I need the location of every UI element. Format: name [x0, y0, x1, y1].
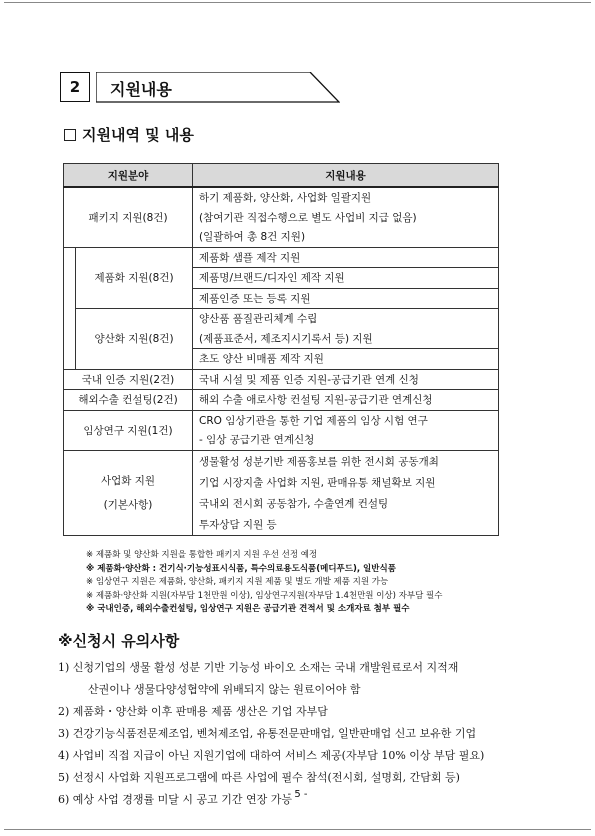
category-cell [64, 450, 193, 535]
content-cell: 제품화 샘플 제작 지원 [193, 247, 499, 268]
category-cell: 임상연구 지원(1건) [64, 410, 193, 450]
category-line: (기본사항) [103, 498, 153, 511]
page-number: - 5 - [287, 789, 308, 800]
indent-cell [64, 247, 76, 369]
content-cell: 하기 제품화, 양산화, 사업화 일괄지원 [193, 187, 499, 208]
table-header-row [64, 164, 499, 188]
content-cell: 제품명/브랜드/디자인 제작 지원 [193, 268, 499, 289]
caution-item: 5) 선정시 사업화 지원프로그램에 따른 사업에 필수 참석(전시회, 설명회, 간담회 등) [58, 771, 460, 784]
content-cell: 투자상담 지원 등 [193, 514, 499, 536]
header-content: 지원내용 [193, 164, 499, 188]
table-row [64, 390, 499, 411]
content-cell: 양산품 품질관리체계 수립 [193, 309, 499, 329]
table-row [64, 369, 499, 390]
note-line: ※ 제품화·양산화 : 건기식·기능성표시식품, 특수의료용도식품(메디푸드), 일반식품 [86, 563, 396, 574]
content-cell: - 임상 공급기관 연계신청 [193, 430, 499, 450]
category-cell: 제품화 지원(8건) [76, 247, 193, 309]
content-cell: 해외 수출 애로사항 컨설팅 지원-공급기관 연계신청 [193, 390, 499, 411]
table-row [64, 450, 499, 472]
content-cell: (일괄하여 총 8건 지원) [193, 227, 499, 247]
checkbox-square-icon [64, 129, 76, 141]
caution-list [58, 657, 484, 811]
header-field: 지원분야 [64, 164, 193, 188]
section-title: 지원내용 [110, 80, 172, 99]
content-cell: 기업 시장지출 사업화 지원, 판매유통 채널확보 지원 [193, 472, 499, 493]
table-row [64, 247, 499, 268]
content-cell: (참여기관 직접수행으로 별도 사업비 지급 없음) [193, 208, 499, 228]
content-cell: CRO 임상기관을 통한 기업 제품의 임상 시험 연구 [193, 410, 499, 430]
note-line: ※ 제품화 및 양산화 지원을 통합한 패키지 지원 우선 선정 예정 [86, 550, 318, 560]
content-cell: 국내 시설 및 제품 인증 지원-공급기관 연계 신청 [193, 369, 499, 390]
category-cell: 국내 인증 지원(2건) [64, 369, 193, 390]
content-cell: 초도 양산 비매품 제작 지원 [193, 349, 499, 370]
caution-item-continued: 산권이나 생물다양성협약에 위배되지 않는 원료이어야 함 [88, 683, 361, 696]
caution-item: 2) 제품화・양산화 이후 판매용 제품 생산은 기업 자부담 [58, 705, 328, 718]
category-line: 사업화 지원 [100, 474, 156, 487]
table-row [64, 410, 499, 430]
table-notes [86, 549, 442, 617]
content-cell: 제품인증 또는 등록 지원 [193, 288, 499, 309]
note-line: ※ 제품화·양산화 지원(자부담 1천만원 이상), 임상연구지원(자부담 1.4천만원 이상) 자부담 필수 [86, 590, 443, 601]
content-cell: 생물활성 성분기반 제품홍보를 위한 전시회 공동개최 [193, 450, 499, 472]
caution-title: ※신청시 유의사항 [58, 632, 180, 650]
section-number: 2 [60, 72, 90, 102]
note-line: ※ 국내인증, 해외수출컨설팅, 임상연구 지원은 공급기관 견적서 및 소개자료 첨부 필수 [86, 604, 410, 614]
subheading [64, 124, 194, 145]
category-cell: 해외수출 컨설팅(2건) [64, 390, 193, 411]
content-cell: (제품표준서, 제조지시기록서 등) 지원 [193, 329, 499, 349]
section-title-box [96, 72, 340, 102]
caution-item: 6) 예상 사업 경쟁률 미달 시 공고 기간 연장 가능 [58, 793, 293, 806]
caution-item: 1) 신청기업의 생물 활성 성분 기반 기능성 바이오 소재는 국내 개발원료로서 지적재 [58, 661, 459, 674]
table-row [64, 309, 499, 329]
note-line: ※ 임상연구 지원은 제품화, 양산화, 패키지 지원 제품 및 별도 개발 제품 지원 가능 [86, 577, 389, 587]
table-row [64, 187, 499, 208]
support-table [63, 163, 499, 536]
caution-item: 4) 사업비 직접 지급이 아닌 지원기업에 대하여 서비스 제공(자부담 10% 이상 부담 필요) [58, 749, 485, 762]
category-cell: 양산화 지원(8건) [76, 309, 193, 370]
section-header [60, 72, 345, 106]
caution-item: 3) 건강기능식품전문제조업, 벤처제조업, 유통전문판매업, 일반판매업 신고 보유한 기업 [58, 727, 477, 740]
subheading-text: 지원내역 및 내용 [82, 126, 194, 144]
category-cell: 패키지 지원(8건) [64, 187, 193, 247]
content-cell: 국내외 전시회 공동참가, 수출연계 컨설팅 [193, 493, 499, 514]
